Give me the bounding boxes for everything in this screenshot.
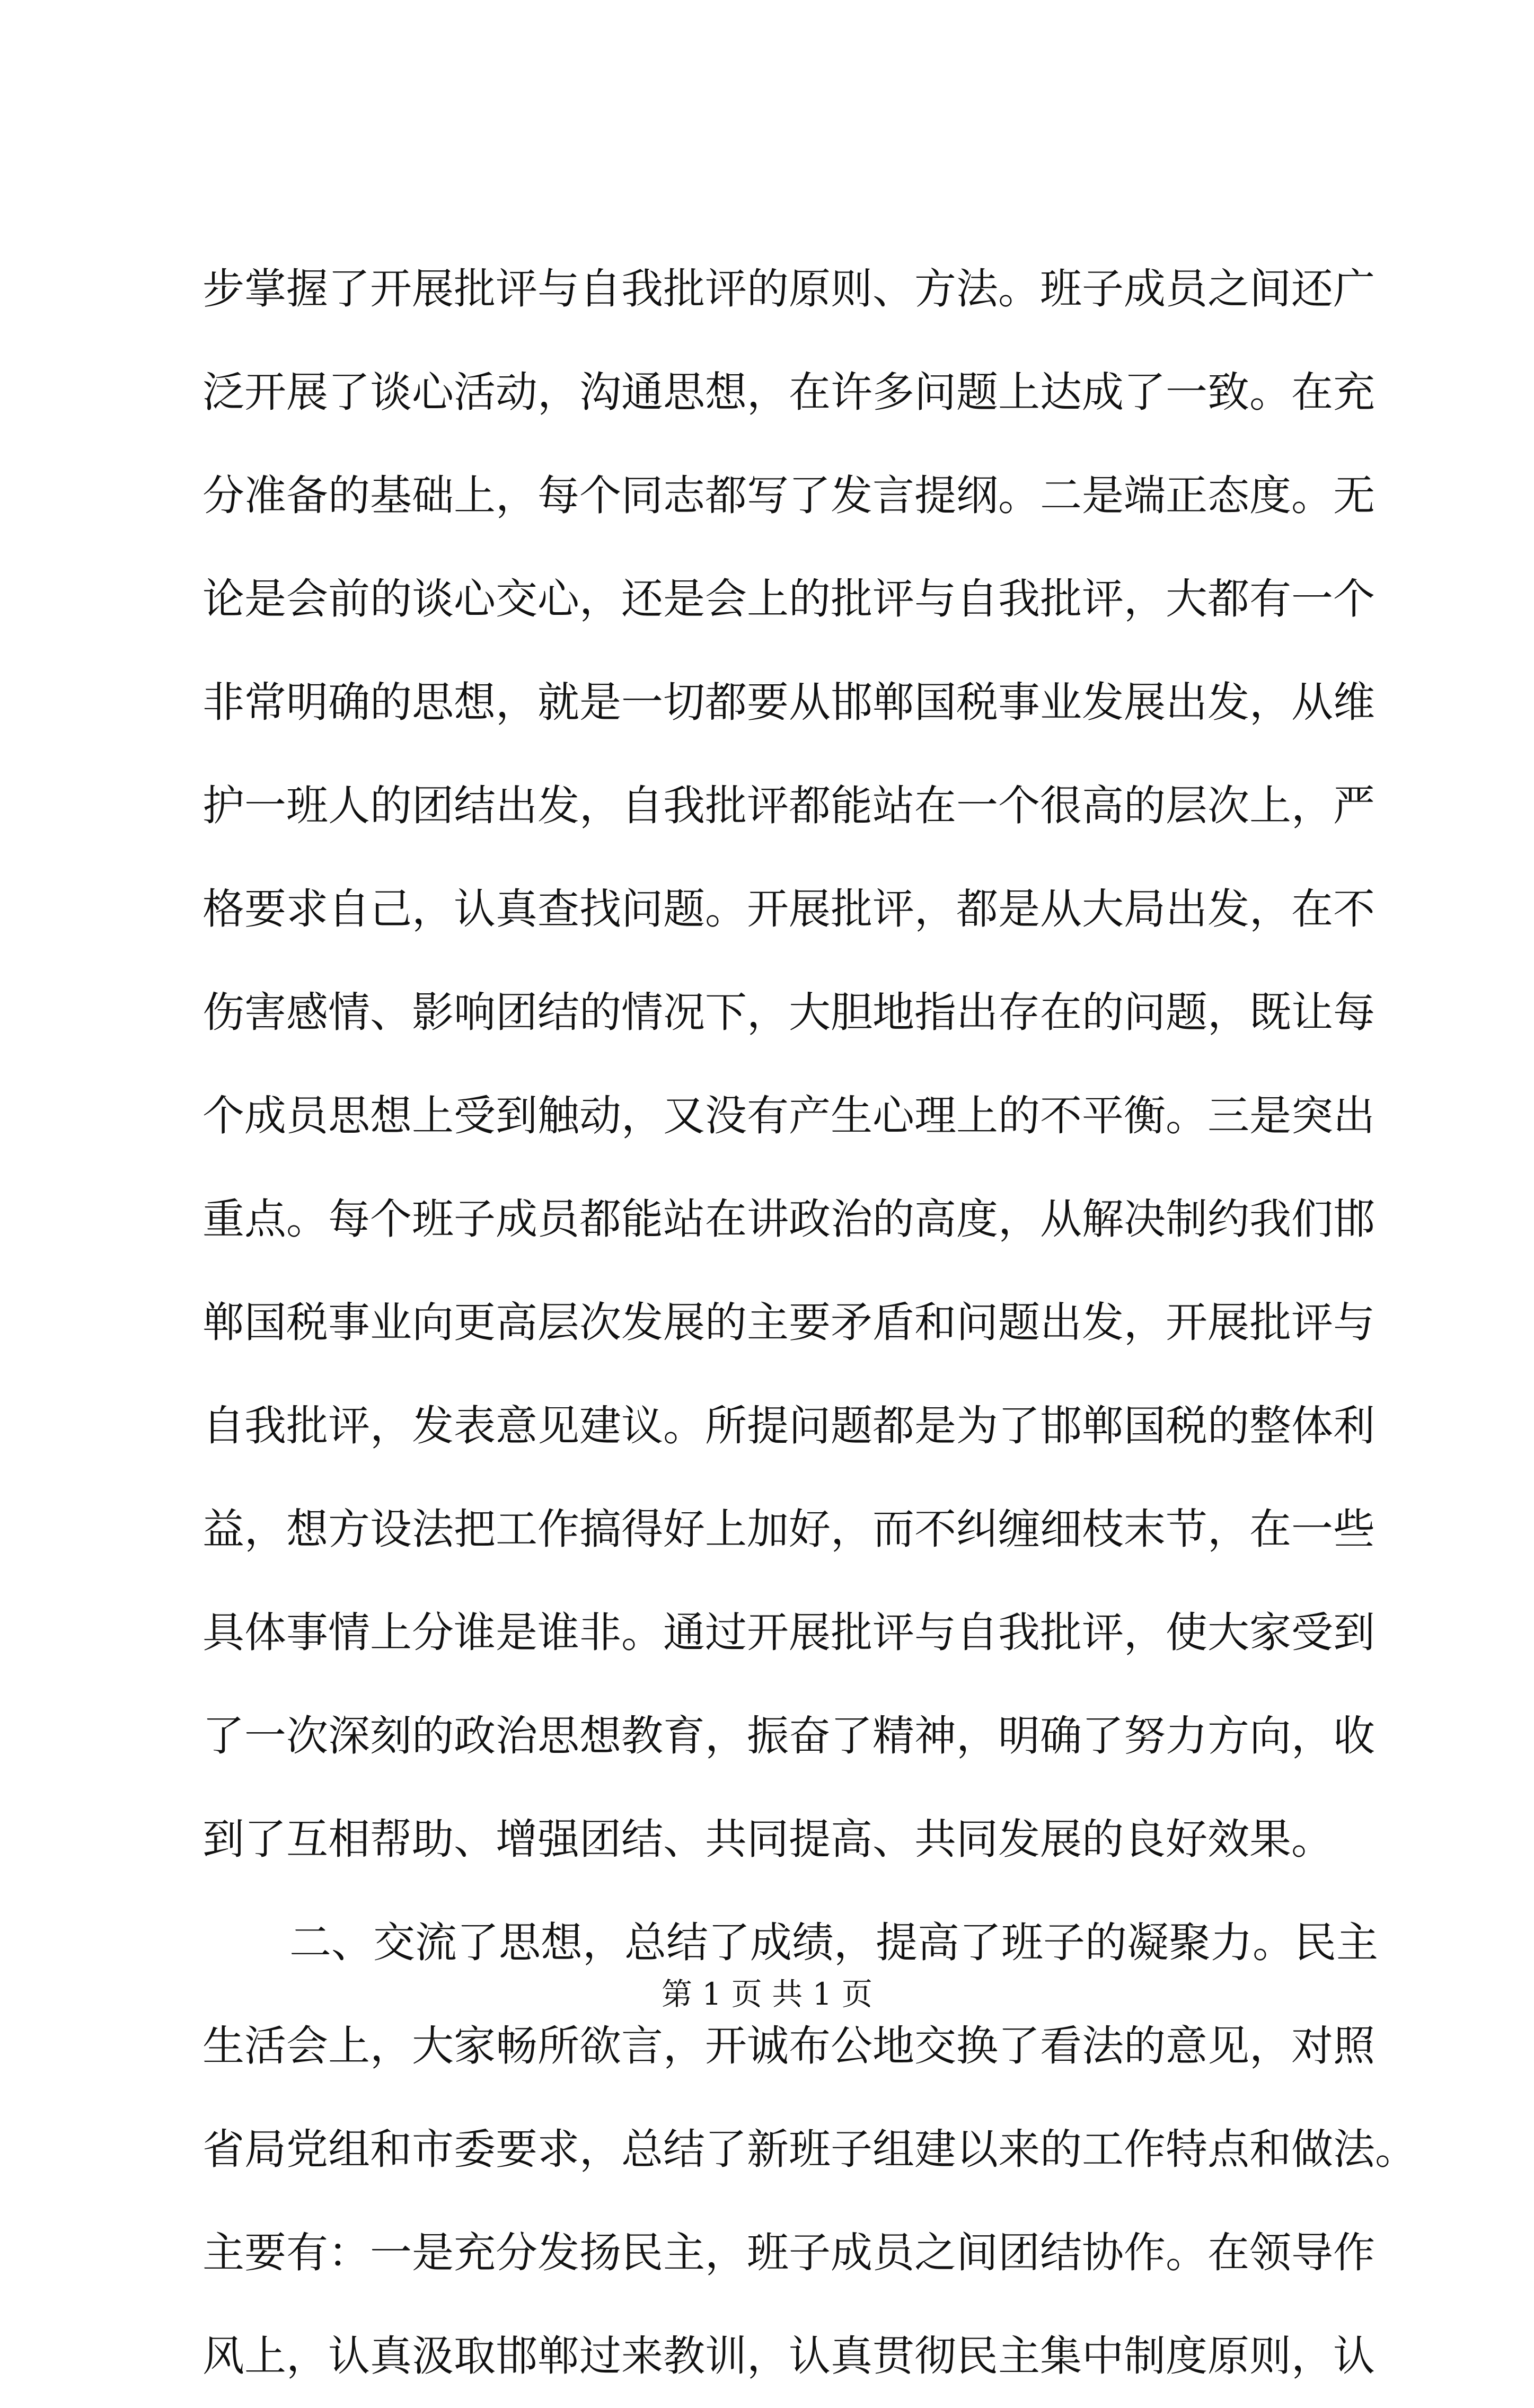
text-line: 重点。每个班子成员都能站在讲政治的高度，从解决制约我们邯	[202, 1195, 1375, 1243]
page-footer: 第 1 页 共 1 页	[662, 1976, 872, 2012]
text-line: 个成员思想上受到触动，又没有产生心理上的不平衡。三是突出	[202, 1091, 1375, 1140]
text-line: 格要求自己，认真查找问题。开展批评，都是从大局出发，在不	[202, 885, 1375, 933]
text-line: 了一次深刻的政治思想教育，振奋了精神，明确了努力方向，收	[202, 1712, 1375, 1760]
text-line: 步掌握了开展批评与自我批评的原则、方法。班子成员之间还广	[202, 264, 1375, 313]
text-line: 具体事情上分谁是谁非。通过开展批评与自我批评，使大家受到	[202, 1608, 1375, 1657]
text-line: 主要有：一是充分发扬民主，班子成员之间团结协作。在领导作	[202, 2228, 1375, 2277]
text-line: 风上，认真汲取邯郸过来教训，认真贯彻民主集中制度原则，认	[202, 2332, 1375, 2380]
text-line: 郸国税事业向更高层次发展的主要矛盾和问题出发，开展批评与	[202, 1298, 1375, 1347]
text-line: 省局党组和市委要求，总结了新班子组建以来的工作特点和做法。	[202, 2125, 1417, 2174]
paragraph-end-line: 到了互相帮助、增强团结、共同提高、共同发展的良好效果。	[202, 1815, 1333, 1864]
text-line: 泛开展了谈心活动，沟通思想，在许多问题上达成了一致。在充	[202, 368, 1375, 417]
text-line: 益，想方设法把工作搞得好上加好，而不纠缠细枝末节，在一些	[202, 1505, 1375, 1554]
text-line: 生活会上，大家畅所欲言，开诚布公地交换了看法的意见，对照	[202, 2022, 1375, 2070]
text-line: 分准备的基础上，每个同志都写了发言提纲。二是端正态度。无	[202, 471, 1375, 520]
text-line: 论是会前的谈心交心，还是会上的批评与自我批评，大都有一个	[202, 575, 1375, 623]
text-line: 伤害感情、影响团结的情况下，大胆地指出存在的问题，既让每	[202, 988, 1375, 1037]
text-line: 护一班人的团结出发，自我批评都能站在一个很高的层次上，严	[202, 781, 1375, 830]
document-body	[202, 237, 1417, 2408]
text-line: 非常明确的思想，就是一切都要从邯郸国税事业发展出发，从维	[202, 678, 1375, 727]
text-line: 自我批评，发表意见建议。所提问题都是为了邯郸国税的整体利	[202, 1401, 1375, 1450]
paragraph-start-line: 二、交流了思想，总结了成绩，提高了班子的凝聚力。民主	[289, 1918, 1378, 1967]
